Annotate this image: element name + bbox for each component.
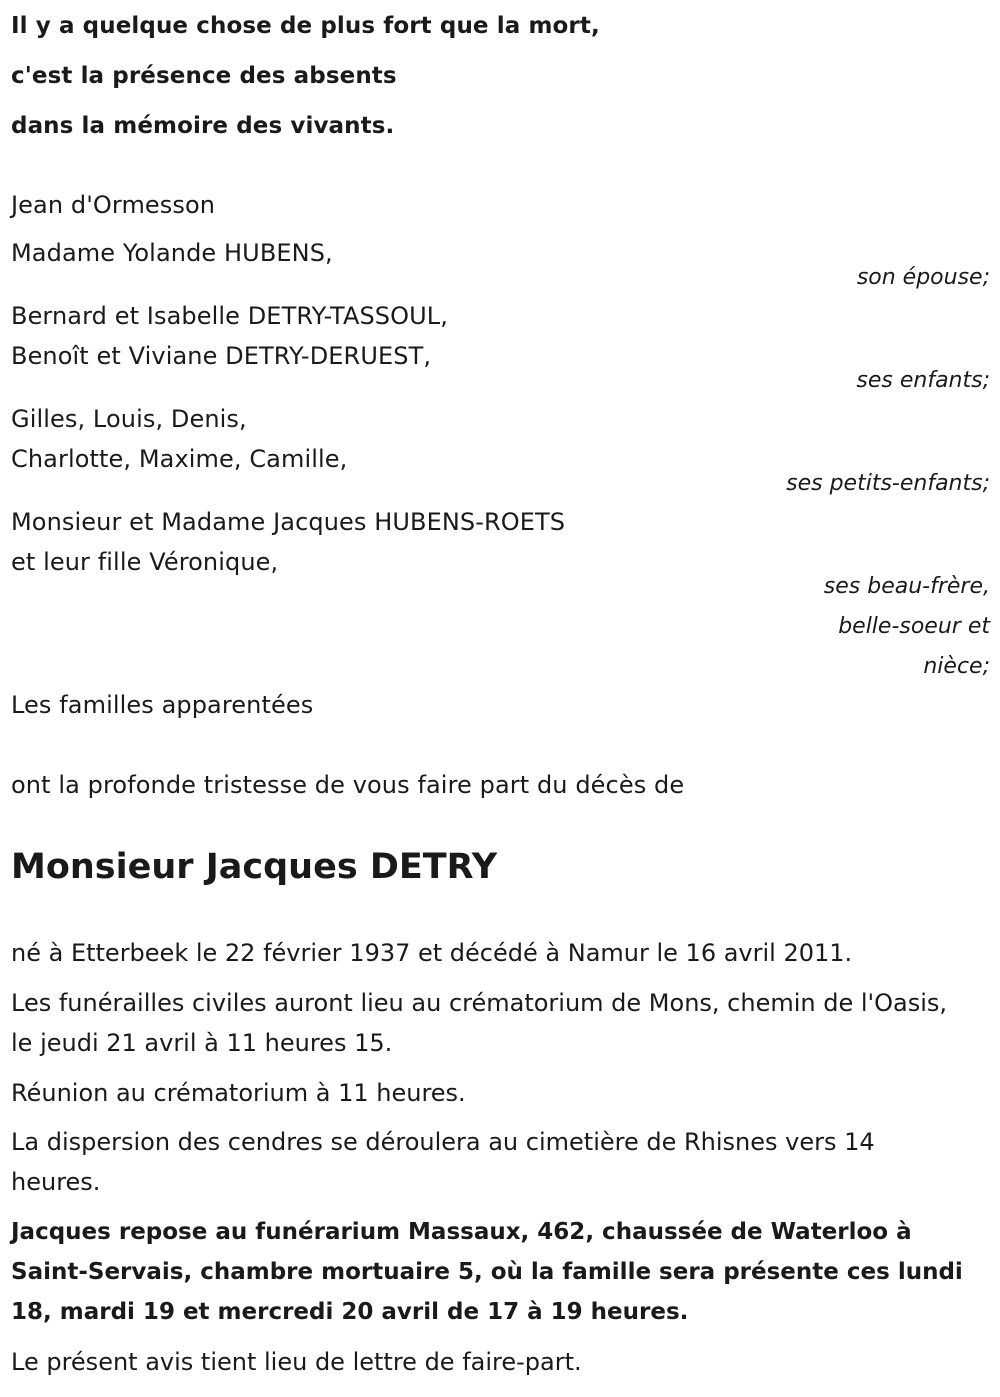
quote-line-3: dans la mémoire des vivants.	[11, 113, 395, 139]
family-inlaws-relation-1: ses beau-frère,	[823, 574, 990, 599]
family-spouse-relation: son épouse;	[856, 265, 990, 290]
funeral-info: Les funérailles civiles auront lieu au crématorium de Mons, chemin de l'Oasis, le jeudi 21 avril à 11 heures 15.	[11, 989, 948, 1057]
family-child-1: Bernard et Isabelle DETRY-TASSOUL,	[11, 302, 448, 330]
family-inlaws-2: et leur fille Véronique,	[11, 548, 279, 576]
announcement: ont la profonde tristesse de vous faire part du décès de	[11, 771, 685, 799]
family-inlaws-relation-3: nièce;	[923, 654, 990, 679]
dispersion-info: La dispersion des cendres se déroulera au cimetière de Rhisnes vers 14 heures.	[11, 1128, 875, 1196]
family-children-relation: ses enfants;	[856, 368, 990, 393]
quote-line-2: c'est la présence des absents	[11, 63, 397, 89]
visitation-info: Jacques repose au funérarium Massaux, 462, chaussée de Waterloo à Saint-Servais, chambre mortuaire 5, où la famille sera présente ces lundi 18, mardi 19 et mercredi 20 avril de 17 à 19 heures.	[11, 1219, 963, 1325]
quote-author: Jean d'Ormesson	[11, 191, 216, 219]
family-child-2: Benoît et Viviane DETRY-DERUEST,	[11, 342, 432, 370]
family-inlaws-1: Monsieur et Madame Jacques HUBENS-ROETS	[11, 508, 566, 536]
family-grandchildren-1: Gilles, Louis, Denis,	[11, 405, 247, 433]
notice-info: Le présent avis tient lieu de lettre de faire-part.	[11, 1348, 582, 1376]
birth-death-info: né à Etterbeek le 22 février 1937 et décédé à Namur le 16 avril 2011.	[11, 939, 853, 967]
deceased-name: Monsieur Jacques DETRY	[11, 847, 498, 887]
meeting-info: Réunion au crématorium à 11 heures.	[11, 1079, 466, 1107]
family-related: Les familles apparentées	[11, 691, 314, 719]
quote-line-1: Il y a quelque chose de plus fort que la mort,	[11, 13, 600, 39]
family-spouse-name: Madame Yolande HUBENS,	[11, 239, 333, 267]
family-inlaws-relation-2: belle-soeur et	[838, 614, 990, 639]
family-grandchildren-relation: ses petits-enfants;	[786, 471, 990, 496]
family-grandchildren-2: Charlotte, Maxime, Camille,	[11, 445, 348, 473]
